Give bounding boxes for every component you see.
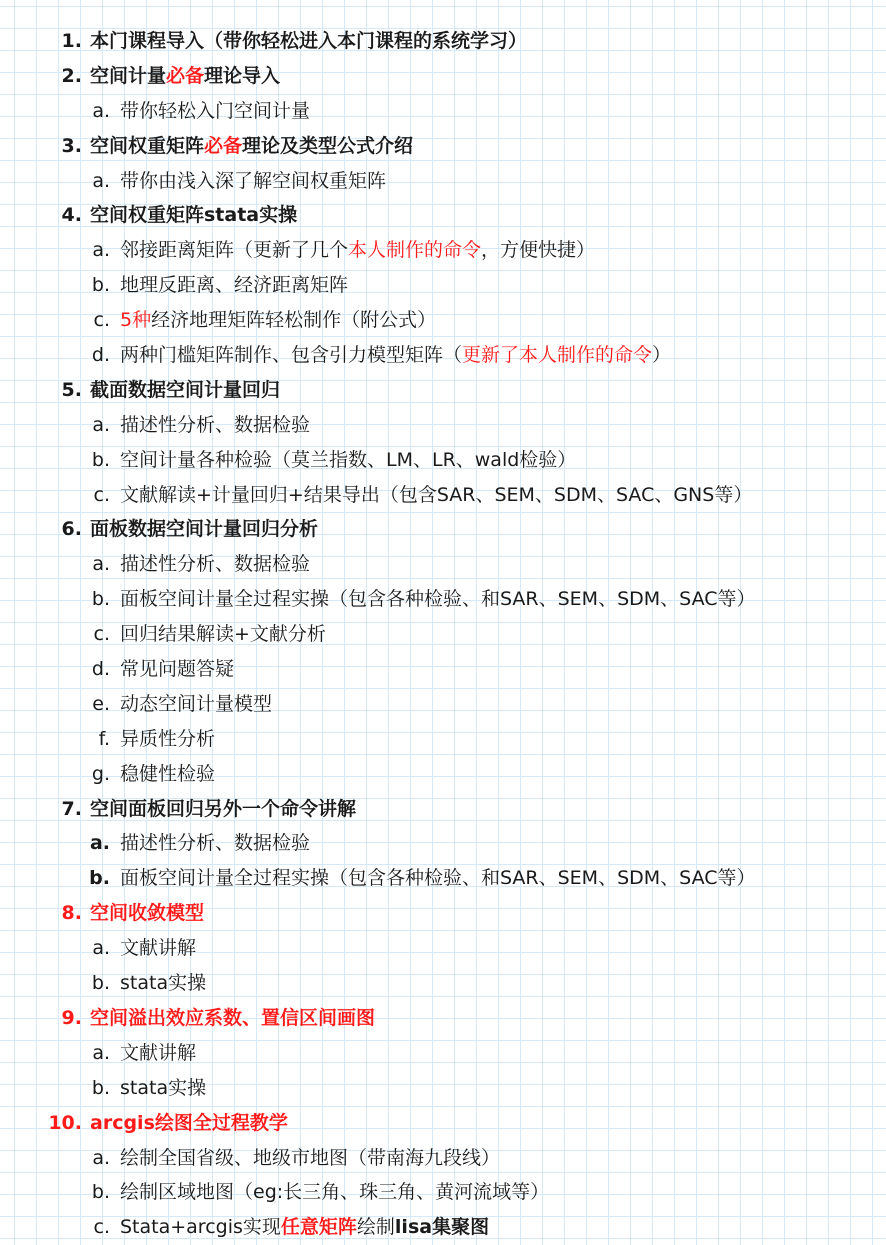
list-item: [0, 1141, 886, 1176]
text-segment: 地理反距离、经济距离矩阵: [120, 274, 349, 297]
item-text: [120, 547, 310, 582]
item-text: [120, 1036, 196, 1071]
text-segment: 描述性分析、数据检验: [120, 413, 311, 436]
list-item: [0, 861, 886, 896]
section-title: [90, 1106, 288, 1141]
section-number: 10.: [48, 1111, 82, 1134]
item-text: [120, 338, 671, 373]
item-text: [120, 617, 326, 652]
item-text: [120, 233, 595, 268]
item-text: [120, 966, 206, 1001]
text-segment: 空间溢出效应系数、置信区间画图: [90, 1006, 376, 1029]
list-item: [0, 582, 886, 617]
text-segment: 文献讲解: [120, 937, 197, 960]
item-letter: a.: [92, 1146, 110, 1169]
section-number: 9.: [61, 1006, 82, 1029]
item-letter: c.: [93, 623, 110, 646]
section-title: [90, 198, 297, 233]
text-segment: arcgis绘图全过程教学: [90, 1111, 288, 1134]
text-segment: 空间计量: [90, 64, 167, 87]
item-letter: a.: [92, 553, 110, 576]
item-letter: c.: [93, 483, 110, 506]
list-item: [0, 408, 886, 443]
item-letter: b.: [89, 867, 110, 890]
text-segment: 绘制区域地图（eg:长三角、珠三角、黄河流域等）: [120, 1181, 550, 1204]
item-letter: a.: [92, 413, 110, 436]
item-letter: a.: [89, 832, 110, 855]
section-heading: [0, 896, 886, 931]
section-title: [90, 1001, 375, 1036]
item-text: [120, 408, 310, 443]
item-text: [120, 861, 756, 896]
section-number: 6.: [61, 518, 82, 541]
text-segment: stata实操: [120, 972, 207, 995]
text-segment: 面板空间计量全过程实操（包含各种检验、和SAR、SEM、SDM、SAC等）: [120, 588, 756, 611]
list-item: [0, 1071, 886, 1106]
text-segment: 理论及类型公式介绍: [242, 134, 414, 157]
highlight-text: 任意矩阵: [280, 1216, 357, 1239]
list-item: [0, 478, 886, 513]
text-segment: 本门课程导入（带你轻松进入本门课程的系统学习）: [90, 30, 528, 52]
section-title: [90, 896, 204, 931]
section-number: 2.: [61, 64, 82, 87]
section-title: [90, 792, 356, 827]
section-title: [90, 59, 280, 94]
item-text: [120, 931, 196, 966]
text-segment: 空间计量各种检验（莫兰指数、LM、LR、wald检验）: [120, 448, 577, 471]
text-segment: 绘制: [356, 1216, 395, 1239]
text-segment: 空间收敛模型: [90, 902, 205, 925]
list-item: [0, 164, 886, 199]
section-number: 4.: [61, 204, 82, 227]
item-letter: a.: [92, 937, 110, 960]
item-text: [120, 1210, 489, 1245]
text-segment: ，方便快捷）: [481, 239, 596, 262]
item-text: [120, 478, 752, 513]
text-segment: 文献解读+计量回归+结果导出（包含SAR、SEM、SDM、SAC、GNS等）: [120, 483, 753, 506]
list-item: [0, 757, 886, 792]
section-heading: [0, 24, 886, 59]
item-text: [120, 582, 756, 617]
list-item: [0, 233, 886, 268]
list-item: [0, 652, 886, 687]
document-outline: [0, 24, 886, 1245]
item-letter: a.: [92, 239, 110, 262]
text-segment: 空间面板回归另外一个命令讲解: [90, 797, 357, 820]
text-segment: 空间权重矩阵stata实操: [90, 204, 298, 227]
list-item: [0, 722, 886, 757]
section-number: 3.: [61, 134, 82, 157]
list-item: [0, 94, 886, 129]
section-title: [90, 129, 413, 164]
section-heading: [0, 198, 886, 233]
item-text: [120, 1141, 500, 1176]
section-heading: [0, 1001, 886, 1036]
highlight-text: 5种: [120, 309, 152, 332]
item-letter: a.: [92, 99, 110, 122]
list-item: [0, 443, 886, 478]
section-number: 5.: [61, 378, 82, 401]
list-item: [0, 1210, 886, 1245]
text-segment: 回归结果解读+文献分析: [120, 623, 326, 646]
item-letter: b.: [91, 1181, 110, 1204]
item-letter: b.: [91, 972, 110, 995]
section-number: 8.: [61, 902, 82, 925]
section-heading: [0, 512, 886, 547]
text-segment: 描述性分析、数据检验: [120, 832, 311, 855]
section-heading: [0, 373, 886, 408]
text-segment: 两种门槛矩阵制作、包含引力模型矩阵（: [120, 344, 463, 367]
text-segment: 绘制全国省级、地级市地图（带南海九段线）: [120, 1146, 501, 1169]
text-segment: 经济地理矩阵轻松制作（附公式）: [151, 309, 437, 332]
section-heading: [0, 1106, 886, 1141]
highlight-text: 更新了本人制作的命令: [462, 344, 653, 367]
list-item: [0, 338, 886, 373]
item-letter: b.: [91, 274, 110, 297]
item-text: [120, 268, 348, 303]
item-letter: d.: [91, 344, 110, 367]
item-text: [120, 687, 272, 722]
item-letter: b.: [91, 1076, 110, 1099]
text-segment: 面板数据空间计量回归分析: [90, 518, 319, 541]
list-item: [0, 268, 886, 303]
text-segment: 动态空间计量模型: [120, 692, 273, 715]
item-text: [120, 164, 386, 199]
text-segment: stata实操: [120, 1076, 207, 1099]
list-item: [0, 1175, 886, 1210]
item-letter: g.: [91, 762, 110, 785]
text-segment: 理论导入: [204, 64, 281, 87]
section-heading: [0, 792, 886, 827]
item-letter: c.: [93, 309, 110, 332]
text-segment: 稳健性检验: [120, 762, 216, 785]
text-segment: 带你轻松入门空间计量: [120, 99, 311, 122]
list-item: [0, 617, 886, 652]
section-title: [90, 512, 318, 547]
list-item: [0, 303, 886, 338]
text-segment: 常见问题答疑: [120, 658, 235, 681]
text-segment: Stata+arcgis实现: [120, 1216, 281, 1239]
highlight-text: 必备: [166, 64, 205, 87]
item-text: [120, 303, 436, 338]
section-heading: [0, 129, 886, 164]
highlight-text: 必备: [204, 134, 243, 157]
highlight-text: 本人制作的命令: [348, 239, 482, 262]
text-segment: 空间权重矩阵: [90, 134, 205, 157]
item-letter: a.: [92, 1041, 110, 1064]
item-letter: f.: [98, 727, 110, 750]
item-letter: c.: [93, 1216, 110, 1239]
item-text: [120, 1175, 549, 1210]
list-item: [0, 687, 886, 722]
item-letter: d.: [91, 658, 110, 681]
text-segment: 文献讲解: [120, 1041, 197, 1064]
section-number: 7.: [61, 797, 82, 820]
item-letter: a.: [92, 169, 110, 192]
list-item: [0, 1036, 886, 1071]
list-item: [0, 547, 886, 582]
list-item: [0, 826, 886, 861]
text-segment: lisa集聚图: [394, 1216, 490, 1239]
item-text: [120, 1071, 206, 1106]
text-segment: 截面数据空间计量回归: [90, 378, 281, 401]
text-segment: 描述性分析、数据检验: [120, 553, 311, 576]
item-text: [120, 94, 310, 129]
item-text: [120, 722, 215, 757]
text-segment: 异质性分析: [120, 727, 216, 750]
section-title: [90, 373, 280, 408]
section-heading: [0, 59, 886, 94]
list-item: [0, 966, 886, 1001]
item-letter: b.: [91, 588, 110, 611]
item-text: [120, 826, 310, 861]
item-text: [120, 757, 215, 792]
section-title: [90, 24, 527, 59]
list-item: [0, 931, 886, 966]
item-text: [120, 443, 576, 478]
item-letter: b.: [91, 448, 110, 471]
text-segment: 带你由浅入深了解空间权重矩阵: [120, 169, 387, 192]
text-segment: 邻接距离矩阵（更新了几个: [120, 239, 349, 262]
section-number: 1.: [61, 30, 82, 52]
text-segment: ）: [652, 344, 672, 367]
text-segment: 面板空间计量全过程实操（包含各种检验、和SAR、SEM、SDM、SAC等）: [120, 867, 756, 890]
item-letter: e.: [92, 692, 110, 715]
item-text: [120, 652, 234, 687]
